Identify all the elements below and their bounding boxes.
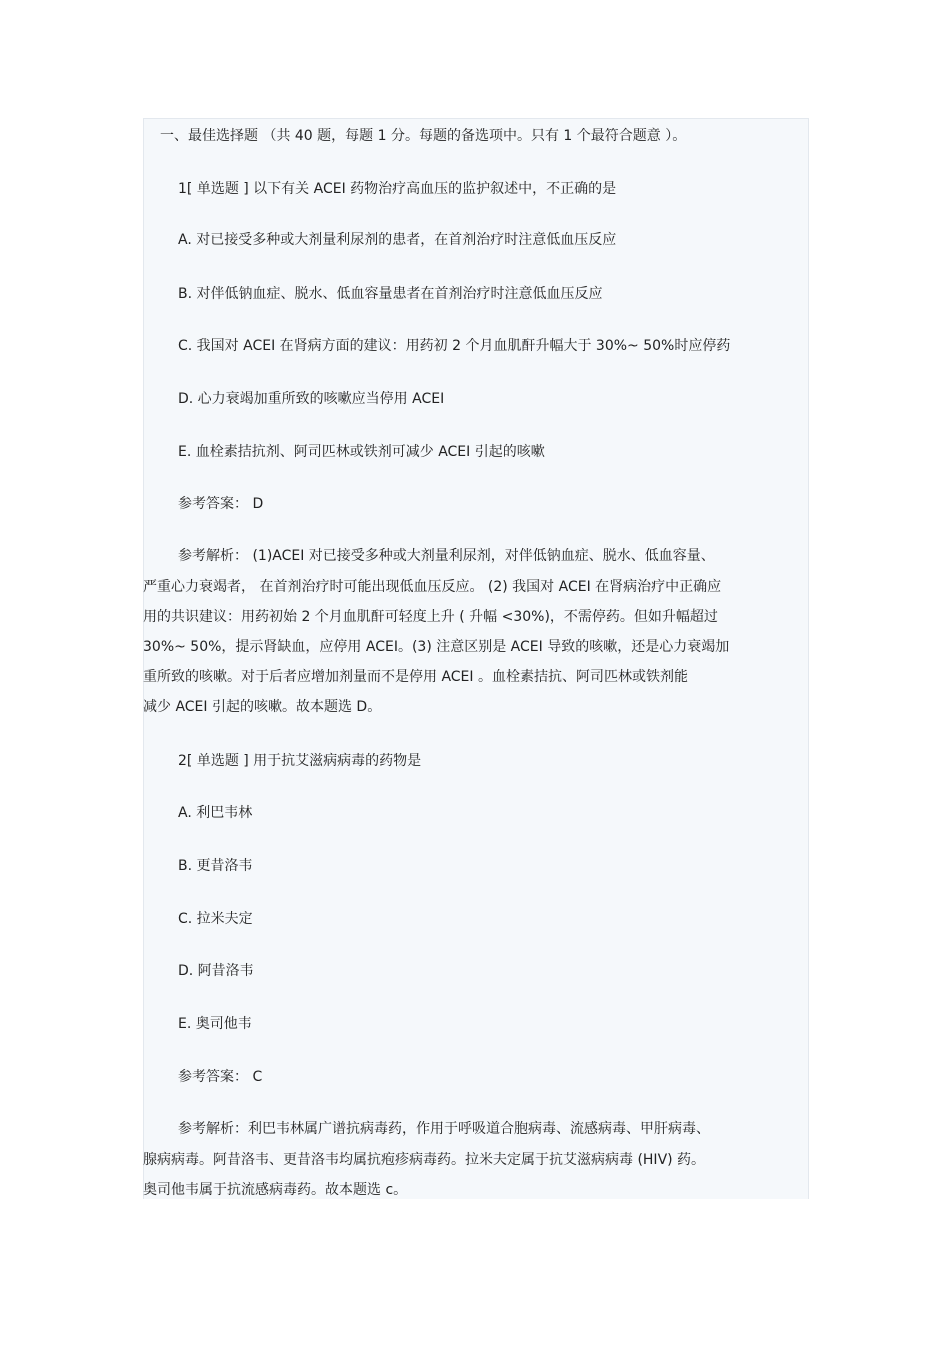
question-2-analysis-line: 参考解析：利巴韦林属广谱抗病毒药，作用于呼吸道合胞病毒、流感病毒、甲肝病毒、 <box>178 1121 710 1137</box>
question-1-option-e: E. 血栓素拮抗剂、阿司匹林或铁剂可减少 ACEI 引起的咳嗽 <box>178 444 545 460</box>
question-1-analysis-line: 严重心力衰竭者， 在首剂治疗时可能出现低血压反应。 (2) 我国对 ACEI 在肾病治疗中正确应 <box>143 579 722 595</box>
question-panel <box>143 118 809 1199</box>
question-1-analysis-line: 30%~ 50%，提示肾缺血，应停用 ACEI。(3) 注意区别是 ACEI 导致的咳嗽，还是心力衰竭加 <box>143 639 730 655</box>
question-1-analysis-line: 用的共识建议：用药初始 2 个月血肌酐可轻度上升 ( 升幅 <30%)，不需停药。但如升幅超过 <box>143 609 718 625</box>
question-2-option-e: E. 奥司他韦 <box>178 1016 252 1032</box>
question-1-stem: 1[ 单选题 ] 以下有关 ACEI 药物治疗高血压的监护叙述中，不正确的是 <box>178 181 617 197</box>
question-1-option-c: C. 我国对 ACEI 在肾病方面的建议：用药初 2 个月血肌酐升幅大于 30%~ 50%时应停药 <box>178 338 731 354</box>
question-1-analysis-line: 减少 ACEI 引起的咳嗽。故本题选 D。 <box>143 699 382 715</box>
section-header: 一、最佳选择题 （共 40 题，每题 1 分。每题的备选项中。只有 1 个最符合题意 ）。 <box>160 128 687 144</box>
question-1-option-b: B. 对伴低钠血症、脱水、低血容量患者在首剂治疗时注意低血压反应 <box>178 286 603 302</box>
question-1-answer: 参考答案： D <box>178 496 264 512</box>
question-2-answer: 参考答案： C <box>178 1069 263 1085</box>
question-1-analysis-line: 参考解析： (1)ACEI 对已接受多种或大剂量利尿剂，对伴低钠血症、脱水、低血容量、 <box>178 548 715 564</box>
question-1-option-a: A. 对已接受多种或大剂量利尿剂的患者，在首剂治疗时注意低血压反应 <box>178 232 617 248</box>
question-2-stem: 2[ 单选题 ] 用于抗艾滋病病毒的药物是 <box>178 753 422 769</box>
question-2-analysis-line: 腺病病毒。阿昔洛韦、更昔洛韦均属抗疱疹病毒药。拉米夫定属于抗艾滋病病毒 (HIV) 药。 <box>143 1152 706 1168</box>
question-2-option-d: D. 阿昔洛韦 <box>178 963 254 979</box>
question-2-analysis-line: 奥司他韦属于抗流感病毒药。故本题选 c。 <box>143 1182 408 1198</box>
question-2-option-c: C. 拉米夫定 <box>178 911 253 927</box>
question-1-option-d: D. 心力衰竭加重所致的咳嗽应当停用 ACEI <box>178 391 445 407</box>
question-2-option-a: A. 利巴韦林 <box>178 805 253 821</box>
question-1-analysis-line: 重所致的咳嗽。对于后者应增加剂量而不是停用 ACEI 。血栓素拮抗、阿司匹林或铁剂能 <box>143 669 688 685</box>
question-2-option-b: B. 更昔洛韦 <box>178 858 253 874</box>
